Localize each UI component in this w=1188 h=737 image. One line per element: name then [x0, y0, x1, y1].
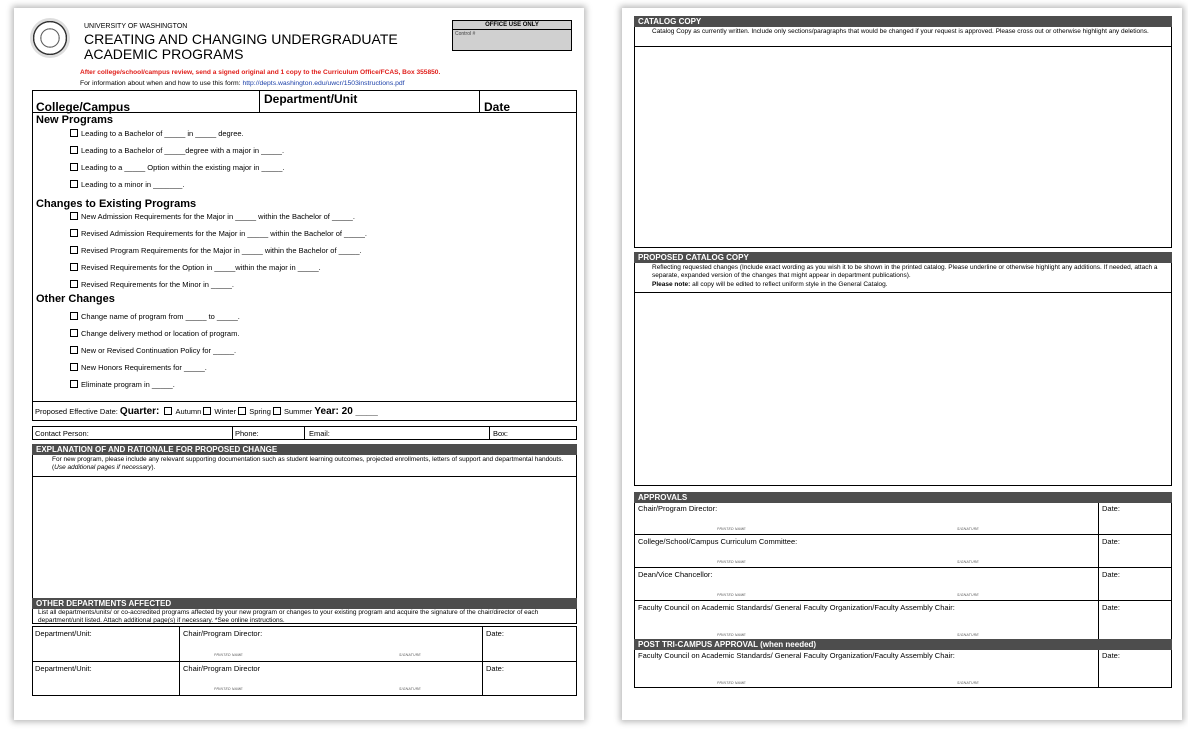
other-departments-text: List all departments/units/ or co-accredited programs affected by your new program or changes to your existing program and acquire the signature of the chair/director of each department/unit listed. Attach additional page(s) if necessary. *See online instructions.: [38, 609, 539, 624]
catalog-copy-heading: CATALOG COPY: [634, 16, 1172, 27]
option-change-name[interactable]: Change name of program from _____ to _____.: [70, 312, 240, 322]
approval1-signature-caption: SIGNATURE: [957, 527, 979, 531]
catalog-copy-text: Catalog Copy as currently written. Include only sections/paragraphs that would be changed if your request is approved. Please cross out or otherwise highlight any deletions.: [652, 28, 1149, 35]
checkbox[interactable]: [70, 212, 78, 220]
post-faculty-council-date[interactable]: Date:: [1102, 651, 1120, 660]
option-revised-program[interactable]: Revised Program Requirements for the Major in _____ within the Bachelor of _____.: [70, 246, 362, 256]
checkbox[interactable]: [70, 329, 78, 337]
option-new-bachelor[interactable]: Leading to a Bachelor of _____ in _____ degree.: [70, 129, 244, 139]
option-new-minor[interactable]: Leading to a minor in _______.: [70, 180, 184, 190]
checkbox[interactable]: [70, 229, 78, 237]
checkbox[interactable]: [70, 129, 78, 137]
box-field[interactable]: Box:: [493, 429, 509, 438]
control-number-label: Control #: [455, 31, 476, 37]
phone-field[interactable]: Phone:: [235, 429, 259, 438]
date-label: Date: [484, 100, 511, 114]
university-name: UNIVERSITY OF WASHINGTON: [84, 23, 188, 30]
approval2-printed-caption: PRINTED NAME: [717, 560, 746, 564]
row2-printed-name-caption: PRINTED NAME: [214, 687, 243, 691]
option-revised-option[interactable]: Revised Requirements for the Option in _____within the major in _____.: [70, 263, 321, 273]
explanation-text: For new program, please include any relevant supporting documentation such as student learning outcomes, projected enrollments, letters of support and departmental handouts. (Use additional pages if necessary).: [52, 456, 564, 471]
checkbox[interactable]: [70, 246, 78, 254]
department-unit-label: Department/Unit: [264, 92, 358, 106]
option-honors[interactable]: New Honors Requirements for _____.: [70, 363, 207, 373]
effective-date-label: Proposed Effective Date:: [35, 407, 120, 416]
explanation-heading: EXPLANATION OF AND RATIONALE FOR PROPOSED CHANGE: [32, 444, 577, 455]
winter-label: Winter: [214, 407, 237, 416]
option-delivery-method[interactable]: Change delivery method or location of program.: [70, 329, 239, 339]
option-new-major[interactable]: Leading to a Bachelor of _____degree with a major in _____.: [70, 146, 284, 156]
row1-date-field[interactable]: Date:: [486, 629, 504, 638]
post-tri-campus-heading: POST TRI-CAMPUS APPROVAL (when needed): [634, 639, 1172, 650]
college-campus-label: College/Campus: [36, 100, 131, 114]
proposed-catalog-note: Please note: all copy will be edited to reflect uniform style in the General Catalog.: [652, 281, 888, 288]
proposed-catalog-text: Reflecting requested changes (Include exact wording as you wish it to be shown in the printed catalog. Please underline or otherwise highlight any additions. If needed, attach a separate, expanded version of the changes that might appear in department publications).: [652, 264, 1158, 279]
info-link[interactable]: http://depts.washington.edu/uwcr/1503instructions.pdf: [242, 80, 405, 87]
row1-chair-field[interactable]: Chair/Program Director:: [183, 629, 263, 638]
red-notice: After college/school/campus review, send a signed original and 1 copy to the Curriculum Office/FCAS, Box 355850.: [80, 69, 441, 76]
approval-faculty-council-field[interactable]: Faculty Council on Academic Standards/ General Faculty Organization/Faculty Assembly Chair:: [638, 603, 955, 612]
approval1-printed-caption: PRINTED NAME: [717, 527, 746, 531]
row2-department-field[interactable]: Department/Unit:: [35, 664, 92, 673]
option-new-admission[interactable]: New Admission Requirements for the Major in _____ within the Bachelor of _____.: [70, 212, 355, 222]
office-use-box: [452, 20, 572, 51]
post-signature-caption: SIGNATURE: [957, 681, 979, 685]
info-line: [80, 80, 405, 87]
approval3-signature-caption: SIGNATURE: [957, 593, 979, 597]
info-prefix: For information about when and how to use this form:: [80, 80, 243, 87]
quarter-label: Quarter:: [119, 406, 160, 417]
row1-department-field[interactable]: Department/Unit:: [35, 629, 92, 638]
form-title-line1: CREATING AND CHANGING UNDERGRADUATE: [84, 31, 398, 47]
office-use-label: OFFICE USE ONLY: [453, 21, 571, 30]
approval2-signature-caption: SIGNATURE: [957, 560, 979, 564]
checkbox[interactable]: [70, 280, 78, 288]
other-departments-heading: OTHER DEPARTMENTS AFFECTED: [32, 598, 577, 609]
changes-heading: Changes to Existing Programs: [36, 198, 197, 210]
form-title-line2: ACADEMIC PROGRAMS: [84, 46, 244, 62]
approval3-printed-caption: PRINTED NAME: [717, 593, 746, 597]
checkbox[interactable]: [70, 312, 78, 320]
option-revised-admission[interactable]: Revised Admission Requirements for the Major in _____ within the Bachelor of _____.: [70, 229, 367, 239]
email-field[interactable]: Email:: [309, 429, 330, 438]
checkbox[interactable]: [70, 146, 78, 154]
summer-label: Summer: [283, 407, 313, 416]
approval-dean-date[interactable]: Date:: [1102, 570, 1120, 579]
row1-signature-caption: SIGNATURE: [399, 653, 421, 657]
post-faculty-council-field[interactable]: Faculty Council on Academic Standards/ General Faculty Organization/Faculty Assembly Chair:: [638, 651, 955, 660]
approval-committee-field[interactable]: College/School/Campus Curriculum Committee:: [638, 537, 798, 546]
spring-checkbox[interactable]: [238, 407, 246, 415]
form-page-1: [14, 8, 584, 720]
year-label: Year: 20 ____: [314, 406, 378, 417]
autumn-checkbox[interactable]: [164, 407, 172, 415]
row1-printed-name-caption: PRINTED NAME: [214, 653, 243, 657]
approval4-printed-caption: PRINTED NAME: [717, 633, 746, 637]
checkbox[interactable]: [70, 380, 78, 388]
approval4-signature-caption: SIGNATURE: [957, 633, 979, 637]
university-seal-icon: [30, 18, 70, 58]
option-continuation-policy[interactable]: New or Revised Continuation Policy for _____.: [70, 346, 236, 356]
approval-dean-field[interactable]: Dean/Vice Chancellor:: [638, 570, 713, 579]
option-eliminate[interactable]: Eliminate program in _____.: [70, 380, 175, 390]
option-new-option[interactable]: Leading to a _____ Option within the existing major in _____.: [70, 163, 284, 173]
effective-date-row: [35, 406, 378, 417]
approval-chair-date[interactable]: Date:: [1102, 504, 1120, 513]
option-revised-minor[interactable]: Revised Requirements for the Minor in _____.: [70, 280, 234, 290]
approval-committee-date[interactable]: Date:: [1102, 537, 1120, 546]
summer-checkbox[interactable]: [273, 407, 281, 415]
catalog-copy-box[interactable]: [634, 16, 1172, 248]
checkbox[interactable]: [70, 363, 78, 371]
approval-chair-field[interactable]: Chair/Program Director:: [638, 504, 718, 513]
approval-faculty-council-date[interactable]: Date:: [1102, 603, 1120, 612]
checkbox[interactable]: [70, 163, 78, 171]
checkbox[interactable]: [70, 263, 78, 271]
row2-date-field[interactable]: Date:: [486, 664, 504, 673]
new-programs-heading: New Programs: [36, 114, 114, 126]
contact-person-field[interactable]: Contact Person:: [35, 429, 89, 438]
checkbox[interactable]: [70, 346, 78, 354]
row2-signature-caption: SIGNATURE: [399, 687, 421, 691]
form-page-2: [622, 8, 1182, 720]
checkbox[interactable]: [70, 180, 78, 188]
proposed-catalog-heading: PROPOSED CATALOG COPY: [634, 252, 1172, 263]
other-changes-heading: Other Changes: [36, 293, 115, 305]
post-printed-caption: PRINTED NAME: [717, 681, 746, 685]
winter-checkbox[interactable]: [203, 407, 211, 415]
spring-label: Spring: [249, 407, 271, 416]
approvals-heading: APPROVALS: [634, 492, 1172, 503]
autumn-label: Autumn: [175, 407, 202, 416]
row2-chair-field[interactable]: Chair/Program Director: [183, 664, 261, 673]
